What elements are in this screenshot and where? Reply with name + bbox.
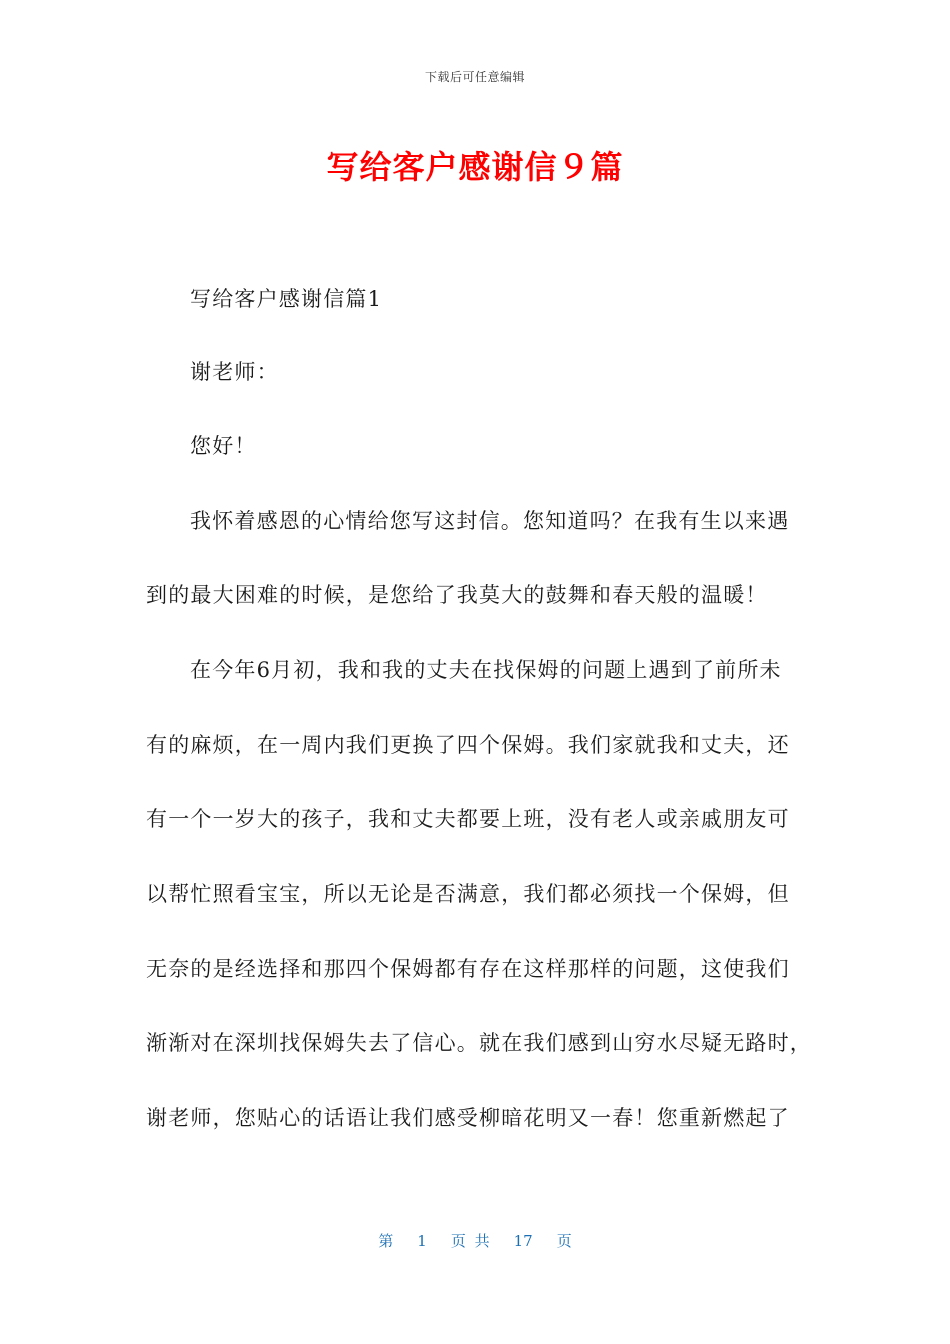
body-line: 有一个一岁大的孩子，我和丈夫都要上班，没有老人或亲戚朋友可 — [146, 807, 790, 831]
body-line: 在今年6月初，我和我的丈夫在找保姆的问题上遇到了前所未 — [190, 658, 782, 682]
body-line: 有的麻烦，在一周内我们更换了四个保姆。我们家就我和丈夫，还 — [146, 733, 790, 757]
greeting: 您好！ — [190, 434, 257, 458]
section-heading: 写给客户感谢信篇1 — [190, 287, 383, 311]
footer-suffix: 页 — [556, 1232, 572, 1250]
document-title: 写给客户感谢信９篇 — [326, 148, 624, 186]
body-line: 谢老师，您贴心的话语让我们感受柳暗花明又一春！您重新燃起了 — [146, 1106, 790, 1130]
footer-prefix: 第 — [378, 1232, 394, 1250]
salutation: 谢老师： — [190, 360, 279, 384]
footer-total-pages: 17 — [513, 1232, 533, 1250]
footer-page-number: 1 — [417, 1232, 427, 1250]
body-line: 我怀着感恩的心情给您写这封信。您知道吗？在我有生以来遇 — [190, 509, 790, 533]
body-line: 以帮忙照看宝宝，所以无论是否满意，我们都必须找一个保姆，但 — [146, 882, 790, 906]
page-footer — [0, 1230, 950, 1251]
body-line: 无奈的是经选择和那四个保姆都有存在这样那样的问题，这使我们 — [146, 957, 790, 981]
body-line: 渐渐对在深圳找保姆失去了信心。就在我们感到山穷水尽疑无路时， — [146, 1031, 812, 1055]
header-note: 下载后可任意编辑 — [424, 70, 525, 84]
body-line: 到的最大困难的时候，是您给了我莫大的鼓舞和春天般的温暖！ — [146, 583, 768, 607]
footer-middle: 页 共 — [450, 1232, 490, 1250]
